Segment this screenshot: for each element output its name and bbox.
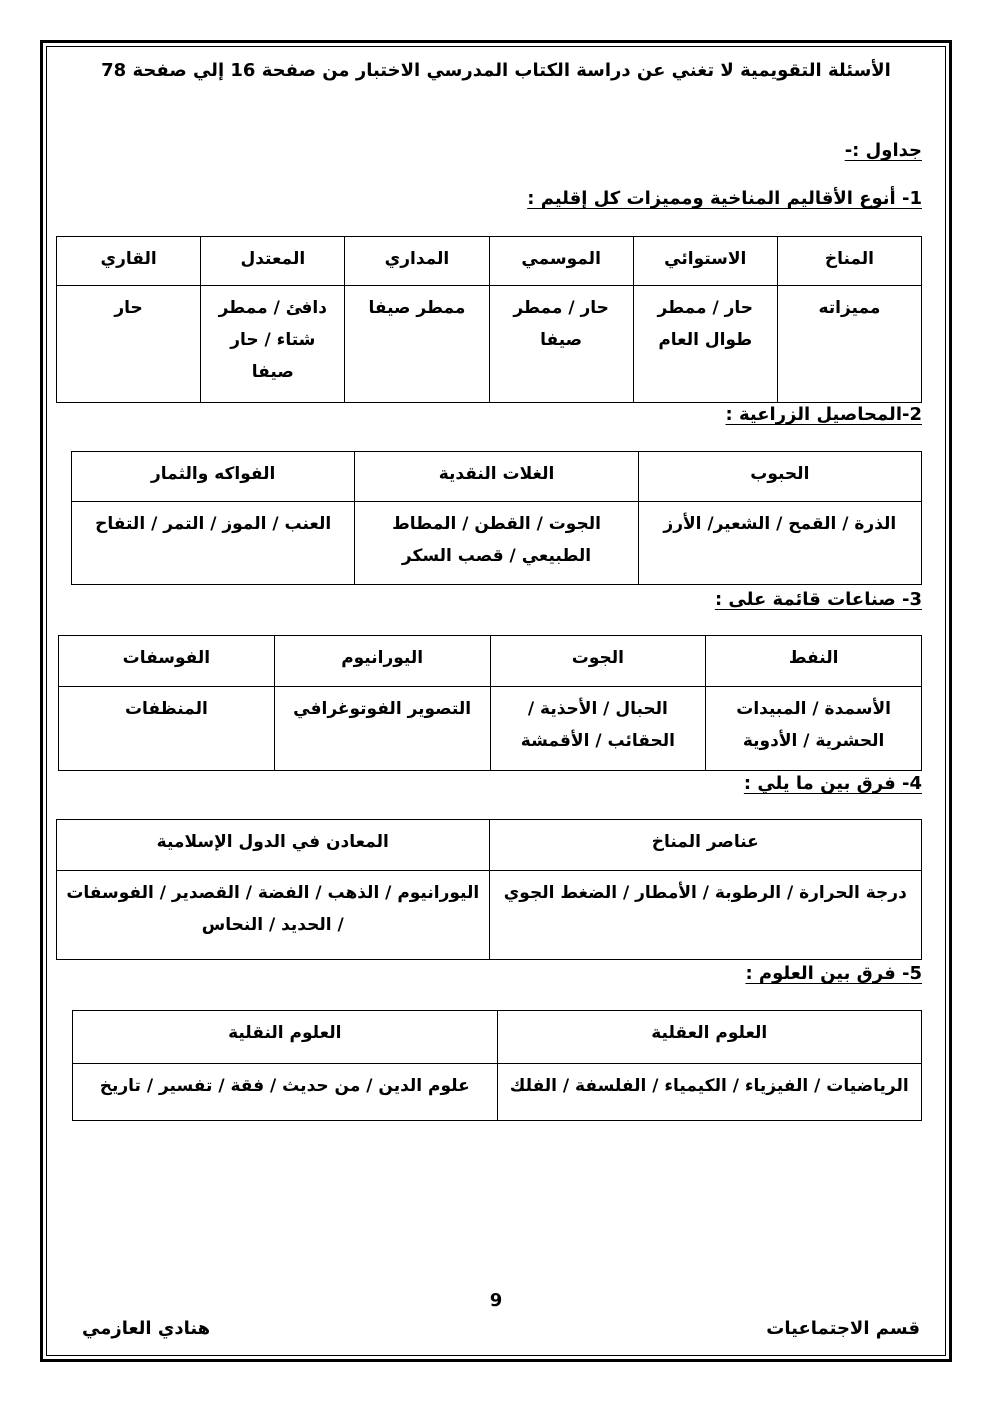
- table-cell: اليورانيوم / الذهب / الفضة / القصدير / الفوسفات / الحديد / النحاس: [57, 871, 490, 960]
- compare-table-1: [56, 819, 922, 960]
- table-cell: النفط: [706, 636, 922, 687]
- table-cell: المنظفات: [59, 687, 275, 771]
- table-cell: الرياضيات / الفيزياء / الكيمياء / الفلسفة / الفلك: [497, 1064, 922, 1121]
- tables-heading: جداول :-: [844, 140, 922, 161]
- table-cell: دافئ / ممطر شتاء / حار صيفا: [201, 286, 345, 403]
- table-cell: الحبال / الأحذية / الحقائب / الأقمشة: [490, 687, 706, 771]
- table-cell: الفوسفات: [59, 636, 275, 687]
- table-cell: المناخ: [777, 237, 921, 286]
- table-cell: الجوت / القطن / المطاط الطبيعي / قصب السكر: [355, 502, 638, 585]
- table-cell: حار: [57, 286, 201, 403]
- table-cell: التصوير الفوتوغرافي: [274, 687, 490, 771]
- section2-title: 2-المحاصيل الزراعية :: [725, 404, 922, 425]
- table-cell: درجة الحرارة / الرطوبة / الأمطار / الضغط الجوي: [489, 871, 922, 960]
- table-cell: العلوم النقلية: [73, 1011, 498, 1064]
- table-cell: الأسمدة / المبيدات الحشرية / الأدوية: [706, 687, 922, 771]
- table-cell: المعادن في الدول الإسلامية: [57, 820, 490, 871]
- table-cell: القاري: [57, 237, 201, 286]
- table-cell: المداري: [345, 237, 489, 286]
- climate-table: [56, 236, 922, 403]
- table-cell: المعتدل: [201, 237, 345, 286]
- table-cell: علوم الدين / من حديث / فقة / تفسير / تاريخ: [73, 1064, 498, 1121]
- section5-title: 5- فرق بين العلوم :: [745, 963, 922, 984]
- table-cell: حار / ممطر صيفا: [489, 286, 633, 403]
- table-cell: اليورانيوم: [274, 636, 490, 687]
- industries-table: [58, 635, 922, 771]
- author-name: هنادي العازمي: [82, 1318, 211, 1339]
- page-number: 9: [489, 1290, 503, 1311]
- table-cell: الغلات النقدية: [355, 452, 638, 502]
- section4-title: 4- فرق بين ما يلي :: [743, 773, 922, 794]
- crops-table: [71, 451, 922, 585]
- table-cell: مميزاته: [777, 286, 921, 403]
- section3-title: 3- صناعات قائمة على :: [714, 589, 922, 610]
- table-cell: ممطر صيفا: [345, 286, 489, 403]
- table-cell: الجوت: [490, 636, 706, 687]
- table-cell: الفواكه والثمار: [72, 452, 355, 502]
- table-cell: عناصر المناخ: [489, 820, 922, 871]
- compare-table-2: [72, 1010, 922, 1121]
- section1-title: 1- أنوع الأقاليم المناخية ومميزات كل إقليم :: [527, 188, 922, 209]
- page-header: الأسئلة التقويمية لا تغني عن دراسة الكتاب المدرسي الاختبار من صفحة 16 إلي صفحة 78: [101, 60, 891, 81]
- table-cell: الموسمي: [489, 237, 633, 286]
- table-cell: حار / ممطر طوال العام: [633, 286, 777, 403]
- table-cell: الذرة / القمح / الشعير/ الأرز: [638, 502, 921, 585]
- table-cell: الاستوائي: [633, 237, 777, 286]
- table-cell: العلوم العقلية: [497, 1011, 922, 1064]
- table-cell: الحبوب: [638, 452, 921, 502]
- department-label: قسم الاجتماعيات: [766, 1318, 920, 1339]
- table-cell: العنب / الموز / التمر / التفاح: [72, 502, 355, 585]
